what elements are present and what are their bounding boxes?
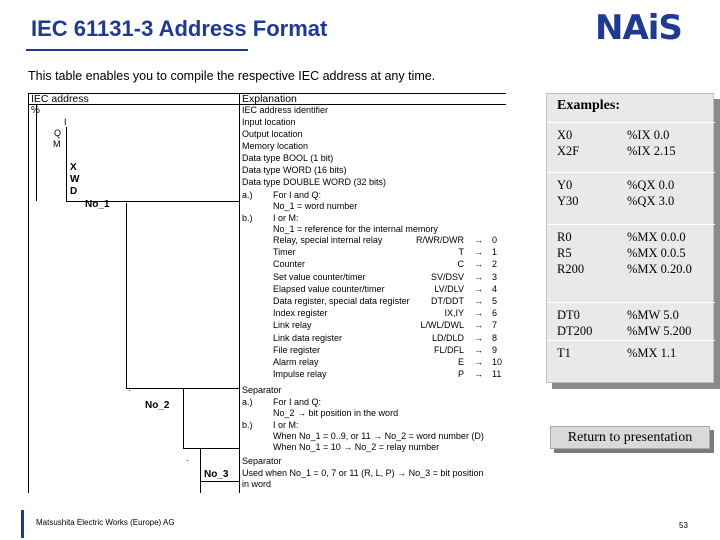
- register-code: LV/DLV: [434, 283, 464, 294]
- case-a-label: a.): [242, 397, 253, 407]
- code-no2: No_2: [145, 400, 170, 411]
- register-number: 9: [492, 344, 498, 355]
- intro-text: This table enables you to compile the respective IEC address at any time.: [28, 69, 436, 83]
- explanation-line: Output location: [242, 129, 303, 139]
- arrow-icon: →: [474, 332, 483, 343]
- arrow-icon: →: [474, 320, 483, 331]
- example-separator: [547, 340, 715, 341]
- separator-label: Separator: [242, 456, 282, 466]
- register-number: 10: [492, 357, 503, 367]
- code-d: D: [70, 186, 78, 197]
- return-to-presentation-button[interactable]: Return to presentation: [550, 426, 710, 449]
- arrow-icon: →: [474, 271, 483, 282]
- no2-text: When No_1 = 0..9, or 11 → No_2 = word number (D): [273, 431, 484, 441]
- case-b-text: No_1 = reference for the internal memory: [273, 224, 438, 234]
- page-number: 53: [679, 521, 688, 530]
- example-separator: [547, 302, 715, 303]
- case-a-text: For I and Q:: [273, 190, 322, 200]
- register-name: Link data register: [273, 332, 343, 343]
- register-code: E: [457, 357, 464, 367]
- no2-text: No_2 → bit position in the word: [273, 408, 399, 418]
- explanation-line: Input location: [242, 117, 296, 127]
- code-i: I: [64, 117, 67, 127]
- arrow-icon: →: [474, 259, 483, 270]
- table-left-border: [28, 93, 29, 493]
- no3-text: Used when No_1 = 0, 7 or 11 (R, L, P) → No_3 = bit position: [242, 468, 484, 478]
- example-iec-address: %MX 0.0.0: [627, 230, 686, 244]
- example-iec-address: %MW 5.0: [627, 308, 679, 322]
- code-dot-1: .: [128, 383, 131, 393]
- code-percent: %: [31, 105, 40, 116]
- case-b-label: b.): [242, 213, 253, 223]
- register-code: L/WL/DWL: [420, 320, 464, 331]
- page-title: IEC 61131-3 Address Format: [31, 16, 328, 41]
- register-name: Counter: [273, 259, 306, 270]
- register-code: SV/DSV: [430, 271, 464, 282]
- nais-logo: NAiS: [595, 8, 682, 48]
- arrow-icon: →: [474, 296, 483, 306]
- iqm-line: [66, 127, 67, 201]
- no2-line: [183, 388, 184, 448]
- register-code: LD/DLD: [431, 332, 464, 343]
- no2-text: When No_1 = 10 → No_2 = relay number: [273, 442, 440, 452]
- case-b-text: I or M:: [273, 213, 299, 223]
- arrow-icon: →: [474, 369, 483, 380]
- register-name: File register: [273, 344, 321, 355]
- example-iec-address: %QX 0.0: [627, 178, 675, 192]
- code-q: Q: [54, 128, 62, 138]
- register-name: Link relay: [273, 320, 312, 331]
- examples-panel: [546, 93, 714, 383]
- register-name: Impulse relay: [273, 369, 327, 380]
- register-code: DT/DDT: [431, 296, 464, 306]
- register-number: 6: [492, 308, 498, 319]
- register-number: 7: [492, 320, 498, 331]
- separator-rule-2: [183, 448, 239, 449]
- arrow-icon: →: [474, 247, 483, 258]
- register-code: FL/DFL: [433, 344, 464, 355]
- example-address: R5: [557, 246, 572, 260]
- arrow-icon: →: [474, 344, 483, 355]
- code-w: W: [70, 174, 80, 185]
- register-number: 8: [492, 332, 498, 343]
- header-explanation: Explanation: [242, 93, 297, 105]
- register-number: 5: [492, 296, 498, 306]
- code-no1: No_1: [85, 199, 110, 210]
- footer-company: Matsushita Electric Works (Europe) AG: [36, 518, 175, 527]
- example-iec-address: %QX 3.0: [627, 194, 675, 208]
- register-name: Index register: [273, 308, 328, 319]
- example-address: R0: [557, 230, 572, 244]
- example-address: R200: [557, 262, 585, 276]
- case-a-label: a.): [242, 190, 253, 200]
- arrow-icon: →: [474, 283, 483, 294]
- arrow-icon: →: [474, 308, 483, 319]
- register-code: T: [458, 247, 464, 258]
- no1-line: [126, 203, 127, 388]
- example-address: T1: [557, 346, 571, 360]
- example-address: DT0: [557, 308, 580, 322]
- register-number: 0: [492, 235, 498, 245]
- register-name: Elapsed value counter/timer: [273, 283, 385, 294]
- register-code: C: [457, 259, 464, 270]
- explanation-line: IEC address identifier: [242, 105, 329, 115]
- title-underline: [26, 49, 248, 51]
- code-dot-2: .: [186, 453, 189, 463]
- iec-address-table: [28, 93, 506, 493]
- example-separator: [547, 224, 715, 225]
- column-divider: [239, 93, 240, 493]
- code-x: X: [70, 162, 77, 173]
- example-iec-address: %MX 1.1: [627, 346, 677, 360]
- explanation-line: Data type WORD (16 bits): [242, 165, 347, 175]
- register-name: Alarm relay: [273, 357, 319, 367]
- case-a-text: No_1 = word number: [273, 201, 358, 211]
- no2-text: I or M:: [273, 420, 299, 430]
- no3-line: [200, 448, 201, 493]
- example-iec-address: %MX 0.0.5: [627, 246, 686, 260]
- explanation-line: Memory location: [242, 141, 309, 151]
- register-code: IX,IY: [444, 308, 464, 319]
- example-address: X2F: [557, 144, 580, 158]
- register-name: Data register, special data register: [273, 296, 410, 306]
- example-iec-address: %IX 2.15: [627, 144, 676, 158]
- example-address: DT200: [557, 324, 593, 338]
- example-address: X0: [557, 128, 573, 142]
- header-iec-address: IEC address: [31, 93, 89, 105]
- examples-title: Examples:: [557, 98, 620, 113]
- no3-text: in word: [242, 479, 272, 489]
- register-number: 2: [492, 259, 498, 270]
- register-name: Set value counter/timer: [273, 271, 366, 282]
- example-separator: [547, 122, 715, 123]
- register-number: 4: [492, 283, 498, 294]
- arrow-icon: →: [474, 357, 483, 367]
- arrow-icon: →: [474, 235, 483, 245]
- register-number: 1: [492, 247, 498, 258]
- register-name: Timer: [273, 247, 296, 258]
- example-iec-address: %MW 5.200: [627, 324, 692, 338]
- separator-label: Separator: [242, 385, 282, 395]
- example-address: Y0: [557, 178, 573, 192]
- example-iec-address: %IX 0.0: [627, 128, 670, 142]
- case-b-label: b.): [242, 420, 253, 430]
- example-separator: [547, 172, 715, 173]
- explanation-line: Data type BOOL (1 bit): [242, 153, 334, 163]
- no3-rule: [200, 481, 239, 482]
- register-code: R/WR/DWR: [416, 235, 464, 245]
- code-m: M: [53, 139, 61, 149]
- percent-line: [36, 105, 37, 201]
- register-code: P: [457, 369, 464, 380]
- register-number: 3: [492, 271, 498, 282]
- code-no3: No_3: [204, 469, 229, 480]
- register-number: 11: [492, 369, 502, 380]
- example-iec-address: %MX 0.20.0: [627, 262, 692, 276]
- register-name: Relay, special internal relay: [273, 235, 383, 245]
- example-address: Y30: [557, 194, 579, 208]
- no2-text: For I and Q:: [273, 397, 322, 407]
- footer-accent-bar: [21, 510, 24, 538]
- explanation-line: Data type DOUBLE WORD (32 bits): [242, 177, 387, 187]
